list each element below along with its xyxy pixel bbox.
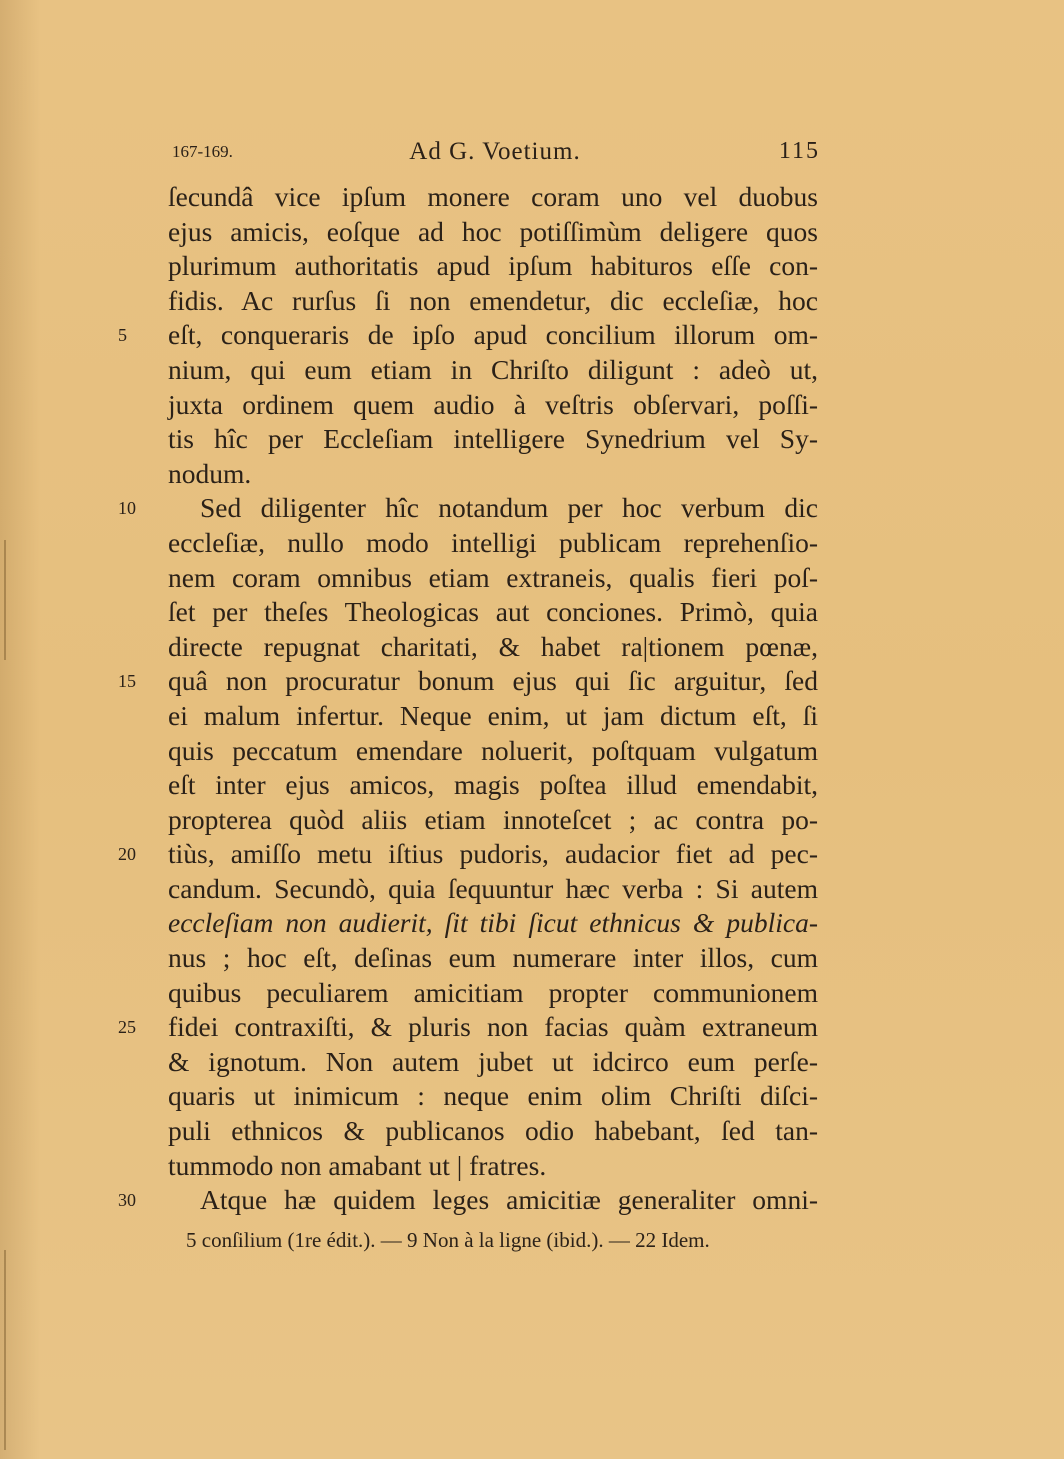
line-text: Atque hæ quidem leges amicitiæ generaliter omni- [200,1184,818,1216]
text-line [168,699,818,734]
text-line [168,215,818,250]
line-number: 25 [118,1017,136,1038]
text-line [168,595,818,630]
text-line [168,976,818,1011]
body-text [118,180,818,1218]
line-text: & ignotum. Non autem jubet ut idcirco eum perſe- [168,1045,818,1077]
line-text: quaris ut inimicum : neque enim olim Chriſti diſci- [168,1080,818,1112]
footnote: 5 conſilium (1re édit.). — 9 Non à la ligne (ibid.). — 22 Idem. [186,1228,710,1252]
line-text: eccleſiæ, nullo modo intelligi publicam reprehenſio- [168,526,818,558]
line-text: quis peccatum emendare noluerit, poſtquam vulgatum [168,734,818,766]
line-text: ei malum infertur. Neque enim, ut jam dictum eſt, ſi [168,699,818,731]
line-text: tiùs, amiſſo metu iſtius pudoris, audacior fiet ad pec- [168,838,818,870]
text-line [168,768,818,803]
text-line [168,457,818,492]
text-line [168,872,818,907]
text-line [168,526,818,561]
line-number: 10 [118,498,136,519]
line-text: tis hîc per Eccleſiam intelligere Synedrium vel Sy- [168,423,818,455]
page-header [170,138,820,168]
running-title: Ad G. Voetium. [409,138,581,165]
text-line [168,353,818,388]
text-line [168,422,818,457]
text-line [168,803,818,838]
text-line [118,1010,818,1045]
text-line [168,630,818,665]
text-line [168,906,818,941]
text-line [168,734,818,769]
text-line [118,837,818,872]
line-number: 20 [118,844,136,865]
line-number: 30 [118,1190,136,1211]
line-text: nium, qui eum etiam in Chriſto diligunt : adeò ut, [168,353,818,385]
line-text: plurimum authoritatis apud ipſum habituros eſſe con- [168,250,818,282]
line-text: ſet per theſes Theologicas aut conciones. Primò, quia [168,596,818,628]
binding-edge-mark [4,1250,6,1450]
text-line [118,491,818,526]
line-text: directe repugnat charitati, & habet ra|tionem pœnæ, [168,630,818,662]
text-line [118,664,818,699]
line-text: nus ; hoc eſt, deſinas eum numerare inter illos, cum [168,942,818,974]
text-line [168,1149,818,1184]
text-line [118,1183,818,1218]
line-text: candum. Secundò, quia ſequuntur hæc verba : Si autem [168,872,818,904]
line-text: ſecundâ vice ipſum monere coram uno vel duobus [168,181,818,212]
text-line [168,1114,818,1149]
line-text: ejus amicis, eoſque ad hoc potiſſimùm deligere quos [168,215,818,247]
text-line [168,249,818,284]
page-number: 115 [778,138,820,164]
line-text: eſt, conqueraris de ipſo apud concilium illorum om- [168,319,818,351]
line-text: quibus peculiarem amicitiam propter communionem [168,976,818,1008]
line-text: Sed diligenter hîc notandum per hoc verbum dic [200,492,818,524]
line-text: propterea quòd aliis etiam innoteſcet ; ac contra po- [168,803,818,835]
line-number: 5 [118,325,127,346]
page-range: 167-169. [172,142,233,161]
line-text: eccleſiam non audierit, ſit tibi ſicut ethnicus & publica- [168,907,818,939]
line-text: quâ non procuratur bonum ejus qui ſic arguitur, ſed [168,665,818,697]
text-line [168,180,818,215]
line-text: juxta ordinem quem audio à veſtris obſervari, poſſi- [168,388,818,420]
line-text: fidis. Ac rurſus ſi non emendetur, dic eccleſiæ, hoc [168,284,818,316]
text-line [168,561,818,596]
line-text: puli ethnicos & publicanos odio habebant, ſed tan- [168,1115,818,1147]
text-line [118,318,818,353]
line-text: tummodo non amabant ut | fratres. [168,1149,547,1181]
line-text: eſt inter ejus amicos, magis poſtea illud emendabit, [168,769,818,801]
text-line [168,284,818,319]
line-text: fidei contraxiſti, & pluris non facias quàm extraneum [168,1011,818,1043]
line-text: nem coram omnibus etiam extraneis, qualis fieri poſ- [168,561,818,593]
text-line [168,1079,818,1114]
text-line [168,388,818,423]
text-line [168,941,818,976]
text-line [168,1045,818,1080]
line-text: nodum. [168,457,252,489]
binding-edge-mark [4,540,6,660]
line-number: 15 [118,671,136,692]
